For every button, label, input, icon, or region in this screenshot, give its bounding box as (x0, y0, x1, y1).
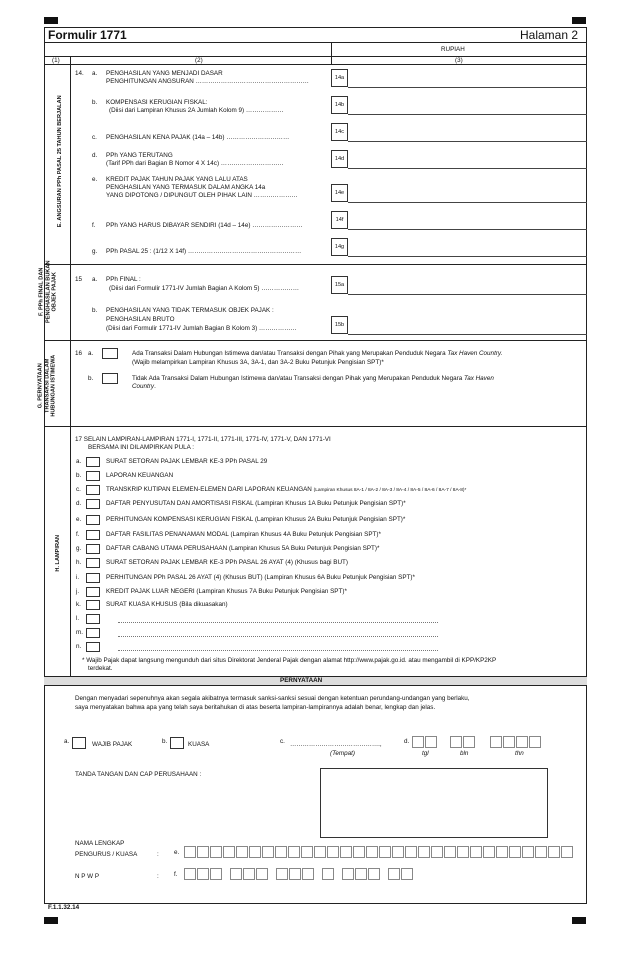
lampiran-checkbox[interactable] (86, 573, 100, 583)
lampiran-item: PERHITUNGAN KOMPENSASI KERUGIAN FISKAL (Lampiran Khusus 2A Buku Petunjuk Pengisian SPT)* (106, 516, 406, 523)
lampiran-letter: j. (76, 588, 80, 595)
amount-field-14f[interactable] (348, 229, 587, 230)
lampiran-item: LAPORAN KEUANGAN (106, 472, 174, 479)
lampiran-letter: b. (76, 472, 82, 479)
npwp-cells[interactable] (184, 868, 414, 880)
lampiran-blank-line[interactable] (118, 650, 438, 651)
field-code-14b: 14b (331, 96, 348, 114)
date-year-cells[interactable] (490, 736, 542, 748)
amount-field-14e[interactable] (348, 202, 587, 203)
form-code: F.1.1.32.14 (48, 904, 80, 911)
item-number: 14. (75, 70, 84, 77)
lampiran-checkbox[interactable] (86, 544, 100, 554)
lampiran-checkbox[interactable] (86, 530, 100, 540)
lampiran-item: DAFTAR FASILITAS PENANAMAN MODAL (Lampiran Khusus 4A Buku Petunjuk Pengisian SPT)* (106, 531, 381, 538)
place-field[interactable]: ……………………………………., (290, 741, 382, 748)
checkbox-16b[interactable] (102, 373, 118, 384)
lampiran-letter: a. (76, 458, 82, 465)
column-1-header: (1) (52, 57, 60, 64)
field-code-14f: 14f (331, 211, 348, 229)
field-code-14d: 14d (331, 150, 348, 168)
amount-field-14a[interactable] (348, 87, 587, 88)
lampiran-letter: f. (76, 531, 80, 538)
checkbox-kuasa[interactable] (170, 737, 184, 749)
lampiran-letter: d. (76, 500, 82, 507)
lampiran-letter: h. (76, 559, 82, 566)
lampiran-checkbox[interactable] (86, 614, 100, 624)
section-f-title: F. PPh FINAL DAN PENGHASILAN BUKAN OBJEK PAJAK (38, 260, 58, 323)
lampiran-letter: i. (76, 574, 80, 581)
amount-field-14g[interactable] (348, 256, 587, 257)
lampiran-checkbox[interactable] (86, 457, 100, 467)
date-day-cells[interactable] (412, 736, 438, 748)
lampiran-checkbox[interactable] (86, 471, 100, 481)
section-h-title: H. LAMPIRAN (54, 534, 61, 572)
pernyataan-title: PERNYATAAN (280, 677, 323, 684)
amount-field-14b[interactable] (348, 114, 587, 115)
registration-mark (44, 917, 58, 924)
field-code-14g: 14g (331, 238, 348, 256)
name-cells[interactable] (184, 846, 574, 858)
column-3-header: (3) (455, 57, 463, 64)
lampiran-item: SURAT SETORAN PAJAK LEMBAR KE-3 PPh PASAL 29 (106, 458, 268, 465)
form-title: Formulir 1771 (48, 28, 127, 42)
lampiran-checkbox[interactable] (86, 558, 100, 568)
lampiran-letter: g. (76, 545, 82, 552)
lampiran-item: TRANSKRIP KUTIPAN ELEMEN-ELEMEN DARI LAPORAN KEUANGAN (Lampiran Khusus 8A-1 / 8A-2 / 8A-3 / 8A-4 / 8A-5 / 8A-6 / 8A-7 / 8A-8)* (106, 486, 467, 493)
declaration-text: Dengan menyadari sepenuhnya akan segala akibatnya termasuk sanksi-sanksi sesuai dengan ketentuan perundang-undangan yang berlaku, (75, 695, 470, 702)
checkbox-wajib-pajak[interactable] (72, 737, 86, 749)
amount-field-14d[interactable] (348, 168, 587, 169)
lampiran-checkbox[interactable] (86, 587, 100, 597)
download-note: * Wajib Pajak dapat langsung mengunduh dari situs Direktorat Jenderal Pajak dengan alamat http://www.pajak.go.id. atau mengambil di KPP/KP2KP (82, 657, 497, 664)
amount-field-15b[interactable] (348, 334, 587, 335)
lampiran-letter: n. (76, 643, 82, 650)
field-code-14e: 14e (331, 184, 348, 202)
lampiran-letter: k. (76, 601, 81, 608)
registration-mark (572, 917, 586, 924)
registration-mark (572, 17, 586, 24)
lampiran-letter: m. (76, 629, 83, 636)
section-e-title: E. ANGSURAN PPh PASAL 25 TAHUN BERJALAN (56, 95, 63, 228)
field-code-14a: 14a (331, 69, 348, 87)
lampiran-checkbox[interactable] (86, 515, 100, 525)
amount-field-14c[interactable] (348, 141, 587, 142)
amount-field-15a[interactable] (348, 294, 587, 295)
signature-box[interactable] (320, 768, 548, 838)
currency-header: RUPIAH (441, 46, 465, 53)
lampiran-checkbox[interactable] (86, 642, 100, 652)
section-g-title: G. PERNYATAAN TRANSAKSI DALAM HUBUNGAN ISTIMEWA (37, 354, 57, 417)
lampiran-checkbox[interactable] (86, 628, 100, 638)
checkbox-16a[interactable] (102, 348, 118, 359)
lampiran-item: DAFTAR CABANG UTAMA PERUSAHAAN (Lampiran Khusus 5A Buku Petunjuk Pengisian SPT)* (106, 545, 380, 552)
lampiran-letter: c. (76, 486, 81, 493)
lampiran-checkbox[interactable] (86, 485, 100, 495)
lampiran-letter: e. (76, 516, 82, 523)
lampiran-checkbox[interactable] (86, 499, 100, 509)
lampiran-letter: l. (76, 615, 80, 622)
field-code-14c: 14c (331, 123, 348, 141)
lampiran-blank-line[interactable] (118, 622, 438, 623)
field-code-15a: 15a (331, 276, 348, 294)
lampiran-item: SURAT KUASA KHUSUS (Bila dikuasakan) (106, 601, 228, 608)
lampiran-item: PERHITUNGAN PPh PASAL 26 AYAT (4) (Khusus BUT) (Lampiran Khusus 6A Buku Petunjuk Pengisian SPT)* (106, 574, 415, 581)
lampiran-checkbox[interactable] (86, 600, 100, 610)
registration-mark (44, 17, 58, 24)
lampiran-blank-line[interactable] (118, 636, 438, 637)
date-month-cells[interactable] (450, 736, 476, 748)
lampiran-item: SURAT SETORAN PAJAK LEMBAR KE-3 PPh PASAL 26 AYAT (4) (Khusus bagi BUT) (106, 559, 348, 566)
lampiran-item: DAFTAR PENYUSUTAN DAN AMORTISASI FISKAL (Lampiran Khusus 1A Buku Petunjuk Pengisian SPT)* (106, 500, 406, 507)
page-label: Halaman 2 (520, 28, 579, 42)
column-2-header: (2) (195, 57, 203, 64)
lampiran-item: KREDIT PAJAK LUAR NEGERI (Lampiran Khusus 7A Buku Petunjuk Pengisian SPT)* (106, 588, 347, 595)
field-code-15b: 15b (331, 316, 348, 334)
